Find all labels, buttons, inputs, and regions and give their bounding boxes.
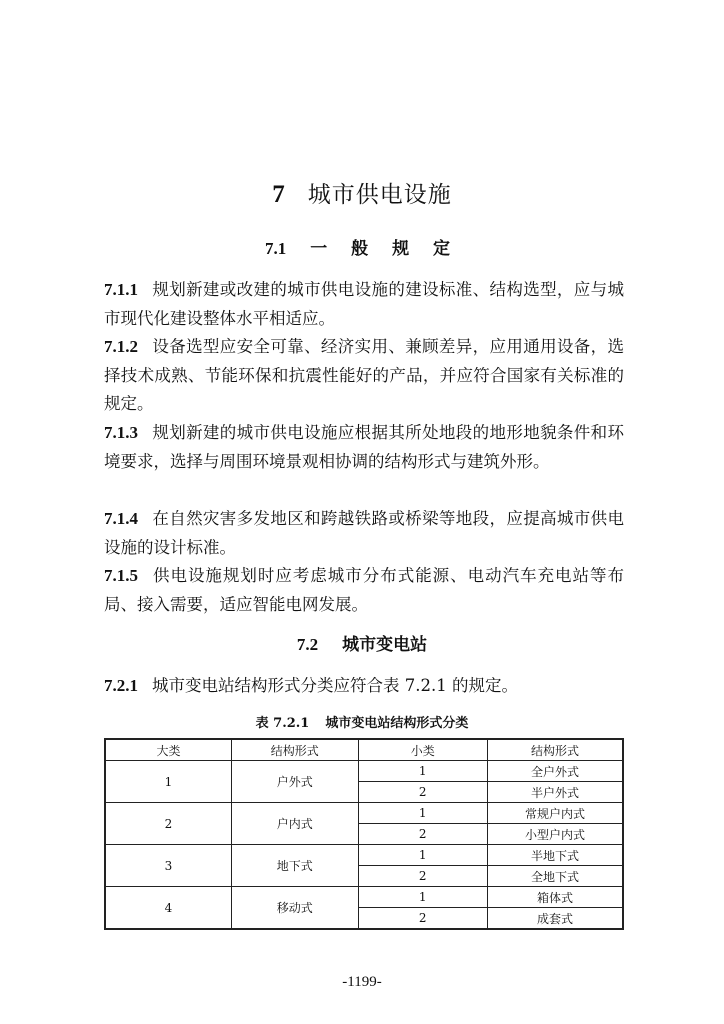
clause-number: 7.1.4 — [104, 509, 138, 528]
subcategory-cell: 1 — [358, 761, 487, 782]
clause-number: 7.2.1 — [104, 676, 138, 695]
form-cell: 户内式 — [232, 803, 359, 845]
page-number: -1199- — [342, 974, 382, 990]
clause-7-1-5 — [104, 562, 624, 619]
clause-text: 城市变电站结构形式分类应符合表 7.2.1 的规定。 — [152, 676, 518, 695]
table-header-row — [105, 739, 623, 761]
clause-text: 在自然灾害多发地区和跨越铁路或桥梁等地段，应提高城市供电设施的设计标准。 — [104, 509, 624, 557]
subcategory-cell: 2 — [358, 824, 487, 845]
clause-number: 7.1.1 — [104, 280, 138, 299]
clause-text: 设备选型应安全可靠、经济实用、兼顾差异，应用通用设备，选择技术成熟、节能环保和抗震性能好的产品，并应符合国家有关标准的规定。 — [104, 337, 624, 413]
chapter-title-text: 城市供电设施 — [307, 182, 452, 208]
subcategory-cell: 2 — [358, 866, 487, 887]
table-caption-title: 城市变电站结构形式分类 — [325, 716, 469, 731]
clause-7-1-4 — [104, 505, 624, 562]
clause-text: 规划新建或改建的城市供电设施的建设标准、结构选型，应与城市现代化建设整体水平相适应。 — [104, 280, 624, 328]
clause-7-1-2 — [104, 333, 624, 419]
section-title-text: 城市变电站 — [342, 635, 428, 655]
table-row — [105, 761, 623, 782]
header-subcategory: 小类 — [358, 739, 487, 761]
subcategory-cell: 1 — [358, 803, 487, 824]
header-subform: 结构形式 — [487, 739, 623, 761]
clause-number: 7.1.5 — [104, 566, 138, 585]
subform-cell: 常规户内式 — [487, 803, 623, 824]
category-cell: 3 — [105, 845, 232, 887]
clause-7-2-1 — [104, 672, 624, 701]
form-cell: 移动式 — [232, 887, 359, 930]
form-cell: 户外式 — [232, 761, 359, 803]
table-row — [105, 887, 623, 908]
substation-classification-table — [104, 738, 624, 930]
subform-cell: 小型户内式 — [487, 824, 623, 845]
subform-cell: 全地下式 — [487, 866, 623, 887]
header-category: 大类 — [105, 739, 232, 761]
subform-cell: 箱体式 — [487, 887, 623, 908]
section-title-7-2 — [0, 630, 724, 655]
table-caption — [0, 712, 724, 731]
subform-cell: 半户外式 — [487, 782, 623, 803]
clause-7-1-3 — [104, 419, 624, 476]
chapter-title — [0, 176, 724, 209]
clause-number: 7.1.3 — [104, 423, 138, 442]
category-cell: 4 — [105, 887, 232, 930]
section-number: 7.2 — [296, 635, 319, 654]
subform-cell: 半地下式 — [487, 845, 623, 866]
section-title-7-1 — [0, 234, 724, 259]
subcategory-cell: 1 — [358, 887, 487, 908]
subcategory-cell: 2 — [358, 908, 487, 930]
clause-text: 供电设施规划时应考虑城市分布式能源、电动汽车充电站等布局、接入需要，适应智能电网发展。 — [104, 566, 624, 614]
clause-number: 7.1.2 — [104, 337, 138, 356]
section-title-text: 一 般 规 定 — [310, 239, 459, 259]
subform-cell: 全户外式 — [487, 761, 623, 782]
subcategory-cell: 2 — [358, 782, 487, 803]
section-number: 7.1 — [264, 239, 287, 258]
subform-cell: 成套式 — [487, 908, 623, 930]
category-cell: 2 — [105, 803, 232, 845]
table-row — [105, 803, 623, 824]
clause-7-1-1 — [104, 276, 624, 333]
chapter-number: 7 — [272, 181, 286, 208]
subcategory-cell: 1 — [358, 845, 487, 866]
header-form: 结构形式 — [232, 739, 359, 761]
table-caption-number: 表 7.2.1 — [255, 716, 310, 731]
table-row — [105, 845, 623, 866]
form-cell: 地下式 — [232, 845, 359, 887]
category-cell: 1 — [105, 761, 232, 803]
clause-text: 规划新建的城市供电设施应根据其所处地段的地形地貌条件和环境要求，选择与周围环境景观相协调的结构形式与建筑外形。 — [104, 423, 624, 471]
